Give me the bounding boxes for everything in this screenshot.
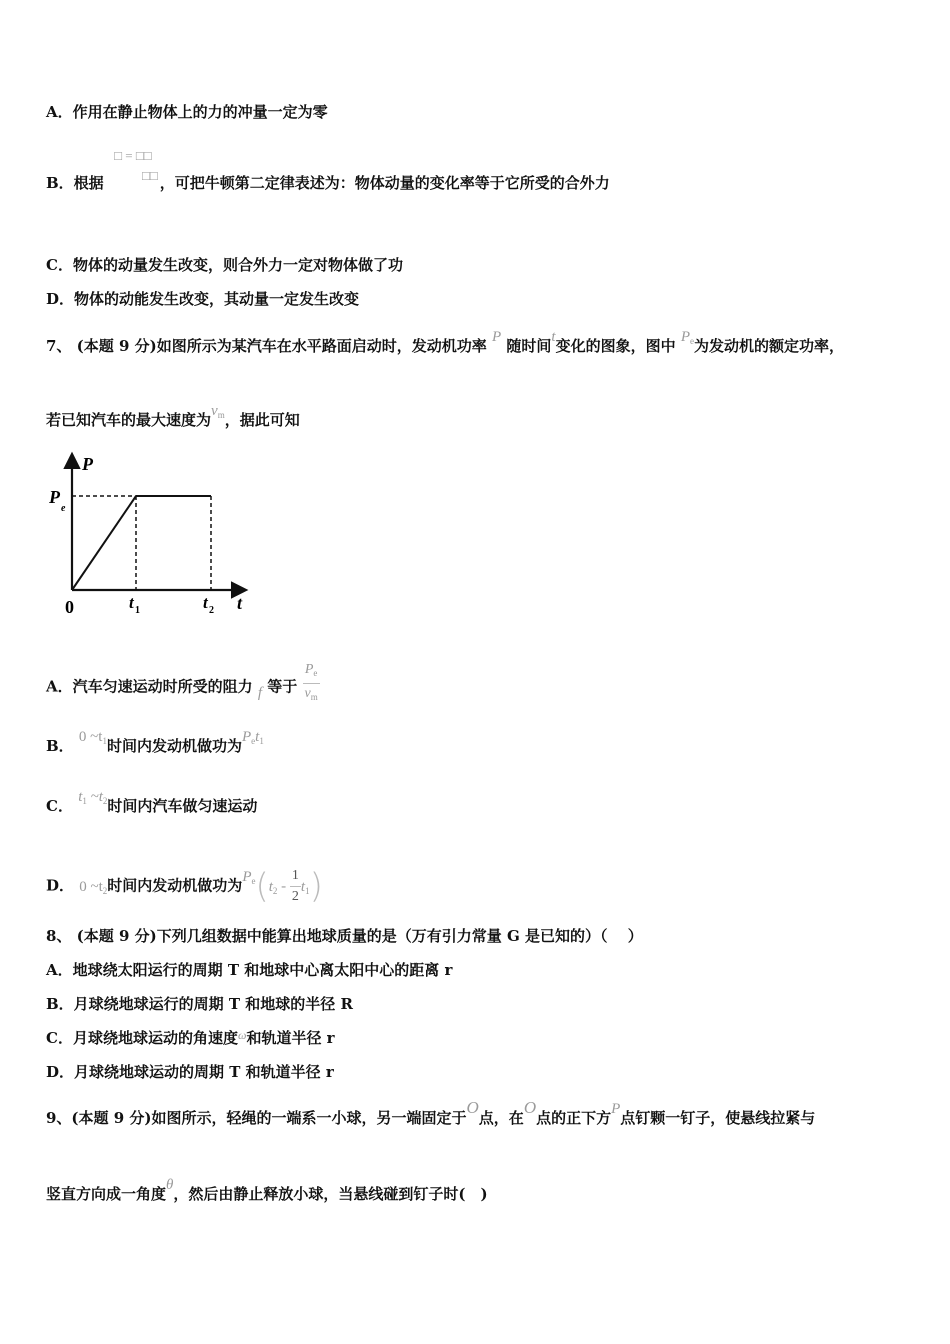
- q7-option-c: [46, 789, 258, 821]
- q8-option-b: B．月球绕地球运行的周期 T 和地球的半径 R: [46, 995, 353, 1013]
- q8-option-c-text-b: 和轨道半径 r: [246, 1029, 335, 1047]
- q7-option-a-text: A．汽车匀速运动时所受的阻力: [46, 677, 253, 696]
- q9-symbol-o1: O: [466, 1098, 479, 1117]
- q9-stem-text-c: 点的正下方: [536, 1109, 612, 1127]
- pe-label-sub: e: [61, 503, 66, 514]
- q7-option-d-half: $\frac{1}{2}$: [291, 868, 299, 904]
- q7-option-a-fraction: $\frac{P_e}{v_m}$: [304, 662, 318, 702]
- q7-option-d-range: 0 $\sim t_2$: [79, 878, 108, 896]
- q8-option-c: [46, 1028, 335, 1049]
- q7-option-c-label: C．: [46, 797, 73, 815]
- ramp-line: [72, 496, 136, 590]
- q7-symbol-pe: $P_e$: [680, 329, 694, 346]
- t1-label-sub: 1: [135, 605, 140, 616]
- q7-option-d: [46, 866, 323, 907]
- q7-option-c-range: $t_1$ $\sim t_2$: [78, 789, 108, 806]
- q7-option-b-label: B．: [46, 737, 74, 755]
- q8-option-d: D．月球绕地球运动的周期 T 和轨道半径 r: [46, 1063, 334, 1081]
- q7-option-b-text: 时间内发动机做功为: [106, 737, 242, 755]
- q7-option-d-t2: $t_2$: [268, 878, 278, 896]
- x-axis-label: t: [237, 593, 243, 613]
- q7-stem-line1: [46, 329, 845, 361]
- q7-symbol-p: P: [491, 329, 502, 345]
- q9-symbol-o2: O: [523, 1098, 537, 1117]
- q7-option-d-text: 时间内发动机做功为: [107, 876, 243, 895]
- q9-stem-text-d: 点钉颗一钉子，使悬线拉紧与: [620, 1109, 816, 1127]
- formula-top: □ = □□: [114, 148, 152, 163]
- q7-option-b-result: $P_et_1$: [241, 729, 264, 746]
- q7-option-a-f: f: [257, 684, 263, 701]
- q6-option-c: C．物体的动量发生改变，则合外力一定对物体做了功: [46, 256, 403, 274]
- q7-option-b: [46, 729, 264, 761]
- q9-stem-line1: [46, 1098, 816, 1129]
- q7-stem2-text-b: ，据此可知: [224, 411, 300, 429]
- q7-stem-text-a: 7、 (本题 9 分)如图所示为某汽车在水平路面启动时，发动机功率: [46, 337, 487, 355]
- q7-option-b-range: 0 $\sim t_1$: [78, 729, 107, 746]
- q7-option-c-text: 时间内汽车做匀速运动: [107, 797, 258, 815]
- right-paren: ): [309, 866, 323, 907]
- q9-stem2-text-b: ，然后由静止释放小球，当悬线碰到钉子时( ): [173, 1185, 488, 1203]
- t2-label-sub: 2: [209, 605, 214, 616]
- t1-label: t: [129, 593, 134, 612]
- q7-stem2-text-a: 若已知汽车的最大速度为: [46, 411, 212, 429]
- q9-stem2-text-a: 竖直方向成一角度: [46, 1185, 167, 1203]
- q6-option-b-suffix: ，可把牛顿第二定律表述为：物体动量的变化率等于它所受的合外力: [159, 174, 610, 192]
- formula-bottom: □□: [142, 168, 158, 183]
- q8-option-c-text-a: C．月球绕地球运动的角速度: [46, 1029, 238, 1047]
- q8-option-a: A．地球绕太阳运行的周期 T 和地球中心离太阳中心的距离 r: [46, 961, 453, 979]
- q6-option-a: A．作用在静止物体上的力的冲量一定为零: [46, 103, 328, 121]
- q7-stem-text-d: 为发动机的额定功率，: [694, 337, 845, 355]
- left-paren: (: [255, 866, 269, 907]
- pe-label: P: [49, 487, 60, 507]
- q7-stem-line2: [46, 403, 300, 435]
- q8-omega-symbol: ω: [237, 1028, 247, 1042]
- q7-stem-text-b: 随时间: [506, 337, 552, 355]
- q7-stem-text-c: 变化的图象，图中: [555, 337, 676, 355]
- q8-stem: 8、 (本题 9 分)下列几组数据中能算出地球质量的是（万有引力常量 G 是已知的）（ ）: [46, 927, 643, 945]
- q7-option-d-t1: $t_1$: [300, 878, 310, 896]
- q6-option-d: D．物体的动能发生改变，其动量一定发生改变: [46, 290, 360, 308]
- q7-power-time-graph: [44, 450, 254, 620]
- q7-option-d-label: D．: [46, 876, 75, 895]
- q7-option-a-equals: 等于: [267, 677, 298, 696]
- q6-option-b: [46, 173, 610, 193]
- q9-symbol-p: P: [611, 1101, 621, 1117]
- t2-label: t: [203, 593, 208, 612]
- q7-symbol-t: t: [551, 329, 556, 345]
- q9-stem-text-b: 点，在: [478, 1109, 524, 1127]
- q7-option-d-minus: -: [277, 878, 290, 895]
- y-axis-label: P: [82, 454, 93, 474]
- q9-stem-line2: [46, 1177, 488, 1205]
- q7-symbol-vm: $v_m$: [211, 403, 225, 420]
- q9-symbol-theta: θ: [166, 1177, 174, 1193]
- origin-label: 0: [65, 597, 74, 617]
- q7-option-a: [46, 664, 320, 711]
- q9-stem-text-a: 9、(本题 9 分)如图所示，轻绳的一端系一小球，另一端固定于: [46, 1109, 467, 1127]
- q7-option-d-pe: $P_e$: [242, 868, 256, 886]
- q6-option-b-prefix: B．根据: [46, 174, 104, 192]
